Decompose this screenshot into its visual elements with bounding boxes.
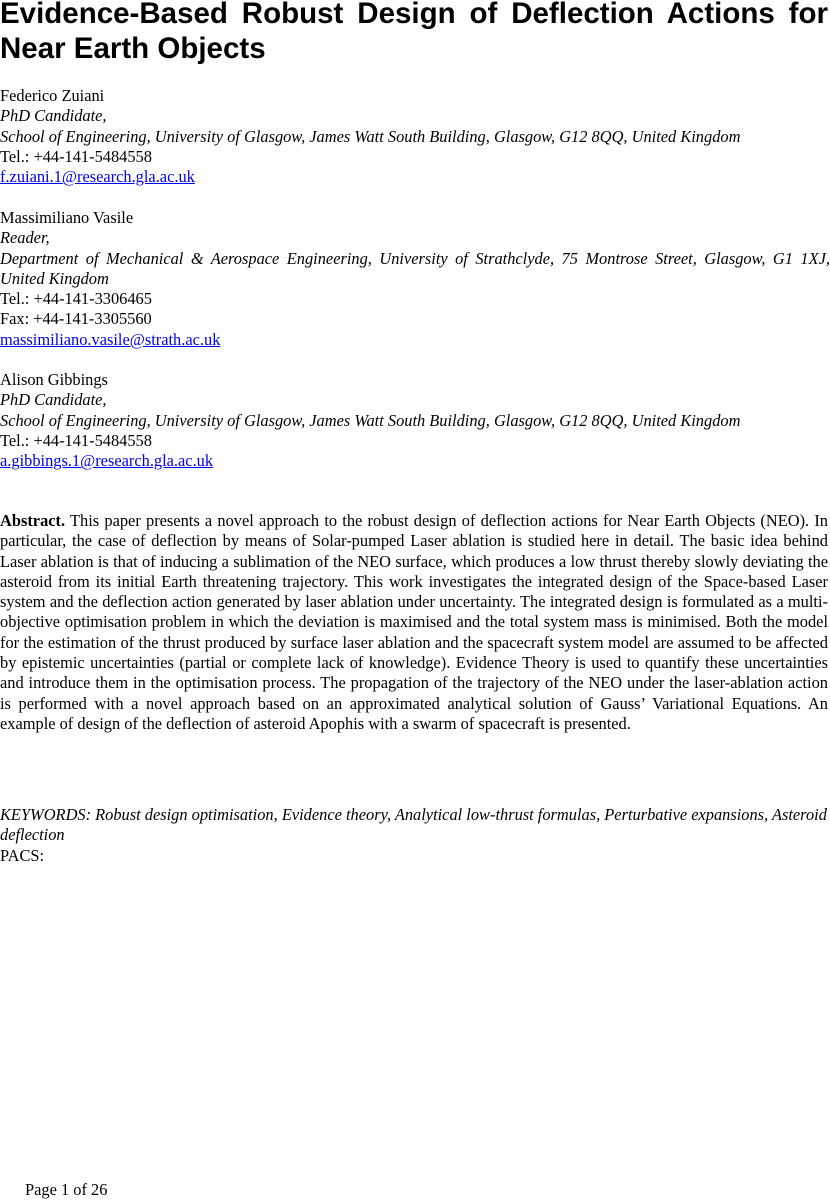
author-role: Reader,: [0, 228, 50, 248]
author-block-2: [0, 208, 830, 350]
author-block-1: [0, 86, 830, 187]
abstract-heading: Abstract.: [0, 511, 66, 530]
keywords: KEYWORDS: Robust design optimisation, Evidence theory, Analytical low-thrust formulas, Perturbative expansions, Asteroid deflection: [0, 805, 827, 845]
author-name: Alison Gibbings: [0, 370, 108, 389]
abstract: [0, 511, 828, 734]
paper-title: Evidence-Based Robust Design of Deflection Actions for Near Earth Objects: [0, 0, 828, 65]
author-email-link[interactable]: a.gibbings.1@research.gla.ac.uk: [0, 451, 214, 471]
pacs-label: PACS:: [0, 846, 45, 865]
author-affiliation: School of Engineering, University of Glasgow, James Watt South Building, Glasgow, G12 8QQ, United Kingdom: [0, 126, 741, 146]
author-role: PhD Candidate,: [0, 106, 107, 126]
author-fax: Fax: +44-141-3305560: [0, 309, 152, 329]
page-number: Page 1 of 26: [25, 1180, 108, 1199]
author-tel: Tel.: +44-141-5484558: [0, 430, 152, 450]
author-name: Federico Zuiani: [0, 86, 105, 105]
author-email-link[interactable]: f.zuiani.1@research.gla.ac.uk: [0, 167, 195, 187]
author-email-link[interactable]: massimiliano.vasile@strath.ac.uk: [0, 329, 221, 349]
author-block-3: [0, 370, 830, 471]
author-name: Massimiliano Vasile: [0, 208, 134, 227]
abstract-text: This paper presents a novel approach to the robust design of deflection actions for Near Earth Objects (NEO). In particular, the case of deflection by means of Solar-pumped Laser ablation is studied here in detail. The basic idea behind Laser ablation is that of inducing a sublimation of the NEO surface, which produces a low thrust thereby slowly deviating the asteroid from its initial Earth threatening trajectory. This work investigates the integrated design of the Space-based Laser system and the deflection action generated by laser ablation under uncertainty. The integrated design is formulated as a multi-objective optimisation problem in which the deviation is maximised and the total system mass is minimised. Both the model for the estimation of the thrust produced by surface laser ablation and the spacecraft system model are assumed to be affected by epistemic uncertainties (partial or complete lack of knowledge). Evidence Theory is used to quantify these uncertainties and introduce them in the optimisation process. The propagation of the trajectory of the NEO under the laser-ablation action is performed with a novel approach based on an approximated analytical solution of Gauss’ Variational Equations. An example of design of the deflection of asteroid Apophis with a swarm of spacecraft is presented.: [0, 511, 828, 733]
author-affiliation: School of Engineering, University of Glasgow, James Watt South Building, Glasgow, G12 8QQ, United Kingdom: [0, 410, 741, 430]
author-tel: Tel.: +44-141-3306465: [0, 289, 152, 309]
author-tel: Tel.: +44-141-5484558: [0, 146, 152, 166]
author-affiliation: Department of Mechanical & Aerospace Engineering, University of Strathclyde, 75 Montrose Street, Glasgow, G1 1XJ, United Kingdom: [0, 248, 830, 288]
author-role: PhD Candidate,: [0, 390, 107, 410]
